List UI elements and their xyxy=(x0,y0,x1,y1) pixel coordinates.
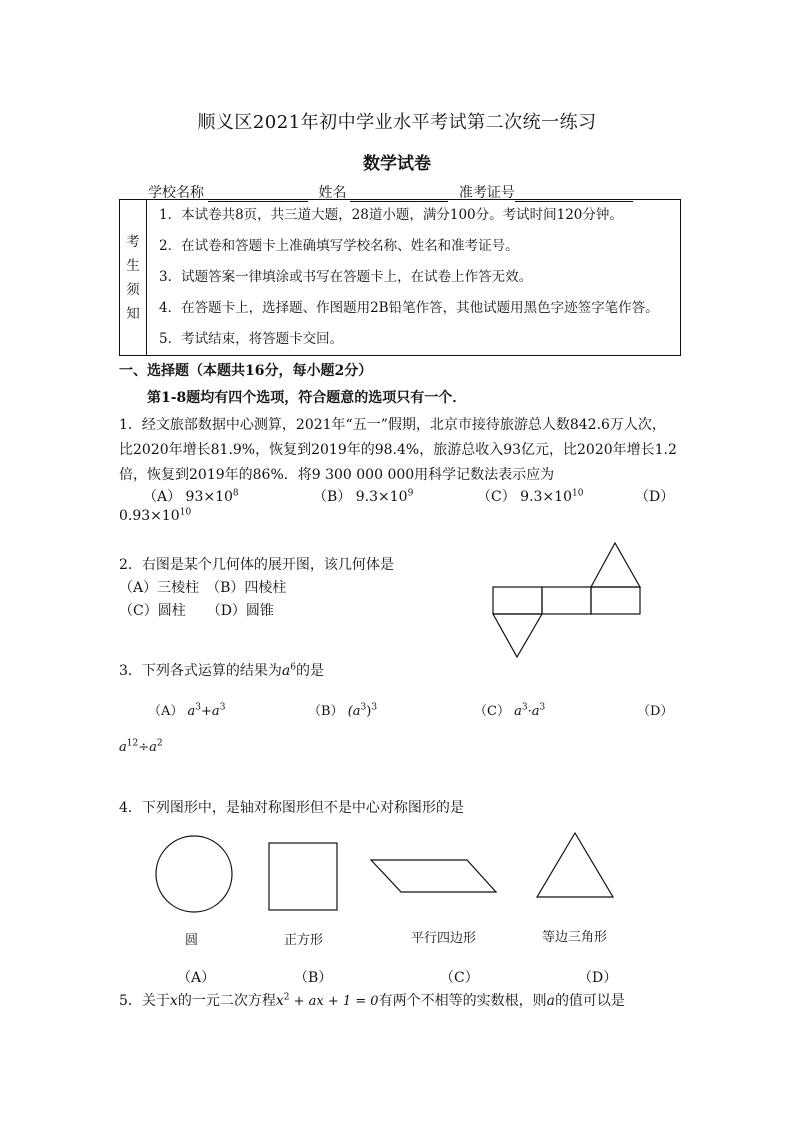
q3-option-c-mid: ·a xyxy=(527,704,540,719)
circle-shape xyxy=(156,836,232,912)
q5-equation-exp: 2 xyxy=(283,992,290,1003)
notice-item: 3．试题答案一律填涂或书写在答题卡上，在试卷上作答无效。 xyxy=(159,269,533,285)
q4-option-a: （A） xyxy=(177,970,216,986)
notice-item: 1．本试卷共8页，共三道大题，28道小题，满分100分。考试时间120分钟。 xyxy=(159,207,623,223)
q1-option-d: （D） xyxy=(635,489,675,505)
q5-equation-x: x xyxy=(275,993,284,1009)
q3-option-b-label: （B） xyxy=(308,704,344,719)
q4-option-b: （B） xyxy=(294,970,333,986)
exam-title: 顺义区2021年初中学业水平考试第二次统一练习 xyxy=(197,112,597,133)
school-label: 学校名称 xyxy=(148,185,204,201)
q3-option-c-label: （C） xyxy=(474,704,510,719)
q3-stem-text: 3．下列各式运算的结果为 xyxy=(119,663,282,679)
exam-id-label: 准考证号 xyxy=(458,185,515,201)
equilateral-triangle-shape xyxy=(537,833,613,897)
q4-stem: 4．下列图形中，是轴对称图形但不是中心对称图形的是 xyxy=(119,800,464,816)
q5-stem-post: 有两个不相等的实数根，则 xyxy=(378,993,547,1009)
square-shape xyxy=(269,843,337,910)
q1-option-d-text: 0.93×10 xyxy=(119,508,180,524)
q3-option-d-exp2: 2 xyxy=(156,738,163,749)
parallelogram-shape xyxy=(371,860,496,892)
q2-stem: 2．右图是某个几何体的展开图，该几何体是 xyxy=(119,557,394,573)
q3-stem-end: 的是 xyxy=(296,663,325,679)
q3-option-b-exp2: 3 xyxy=(371,702,378,713)
q3-option-a-label: （A） xyxy=(148,704,184,719)
q3-option-a-base: a xyxy=(187,704,196,719)
q1-line3: 倍，恢复到2019年的86%．将9 300 000 000用科学记数法表示应为 xyxy=(119,467,555,483)
q3-option-c-exp1: 3 xyxy=(521,702,528,713)
notice-item: 5．考试结束，将答题卡交回。 xyxy=(159,331,344,347)
q3-option-a-exp2: 3 xyxy=(219,702,226,713)
q3-stem-exp: 6 xyxy=(290,662,297,673)
q1-line1: 1．经文旅部数据中心测算，2021年“五一”假期，北京市接待旅游总人数842.6万人次， xyxy=(119,417,666,433)
q3-option-b-base: (a xyxy=(347,704,361,719)
exam-subtitle: 数学试卷 xyxy=(363,154,431,174)
notice-heading-char: 考 xyxy=(126,233,140,250)
q3-option-b-exp1: 3 xyxy=(360,702,367,713)
q5-stem-end: 的值可以是 xyxy=(554,993,625,1009)
q4-option-d: （D） xyxy=(578,970,618,986)
q1-option-c-text: （C） 9.3×10 xyxy=(477,489,572,505)
q5-stem-pre: 5．关于 xyxy=(119,993,170,1009)
shape-label-triangle: 等边三角形 xyxy=(542,930,608,945)
q4-option-c: （C） xyxy=(440,970,479,986)
q1-option-a-text: （A） 93×10 xyxy=(143,489,233,505)
q3-option-a-exp1: 3 xyxy=(195,702,202,713)
q1-line2: 比2020年增长81.9%，恢复到2019年的98.4%，旅游总收入93亿元，比2020年增长1.2 xyxy=(119,442,677,458)
notice-item: 4．在答题卡上，选择题、作图题用2B铅笔作答，其他试题用黑色字迹签字笔作答。 xyxy=(159,300,659,316)
q5-stem-x: x xyxy=(169,993,178,1009)
q5-stem xyxy=(119,990,625,1010)
notice-item: 2．在试卷和答题卡上准确填写学校名称、姓名和准考证号。 xyxy=(159,238,519,254)
q3-option-d-mid: ÷a xyxy=(138,740,157,755)
q2-options-row1: （A）三棱柱 （B）四棱柱 xyxy=(119,580,287,596)
q5-equation-rest: + ax + 1 = 0 xyxy=(289,994,379,1009)
q3-option-d-base: a xyxy=(119,740,127,755)
q3-option-c-base: a xyxy=(514,704,522,719)
section-instruction: 第1-8题均有四个选项，符合题意的选项只有一个． xyxy=(147,390,467,406)
shape-label-parallelogram: 平行四边形 xyxy=(411,931,477,946)
name-label: 姓名 xyxy=(318,185,347,201)
section-title: 一、选择题（本题共16分，每小题2分） xyxy=(119,363,373,379)
notice-heading-char: 知 xyxy=(126,305,140,322)
q3-stem-var: a xyxy=(281,663,291,679)
q1-option-c-exp: 10 xyxy=(571,488,584,499)
q2-options-row2: （C）圆柱 （D）圆锥 xyxy=(119,603,274,619)
q5-stem-a: a xyxy=(546,993,555,1009)
shape-label-circle: 圆 xyxy=(185,933,199,948)
q3-option-d-exp1: 12 xyxy=(126,738,139,749)
q1-option-d-exp: 10 xyxy=(179,507,192,518)
q5-stem-mid: 的一元二次方程 xyxy=(177,993,276,1009)
q3-option-d-label: （D） xyxy=(637,704,674,719)
q3-option-a-mid: +a xyxy=(201,704,220,719)
shape-label-square: 正方形 xyxy=(284,933,324,948)
notice-heading-char: 须 xyxy=(126,281,140,298)
notice-heading-char: 生 xyxy=(126,257,140,274)
q1-option-b-exp: 9 xyxy=(407,488,414,499)
q3-option-b-mid: ) xyxy=(366,704,372,719)
q1-option-a-exp: 8 xyxy=(232,488,239,499)
q3-option-c-exp2: 3 xyxy=(539,702,546,713)
q1-option-b-text: （B） 9.3×10 xyxy=(313,489,408,505)
